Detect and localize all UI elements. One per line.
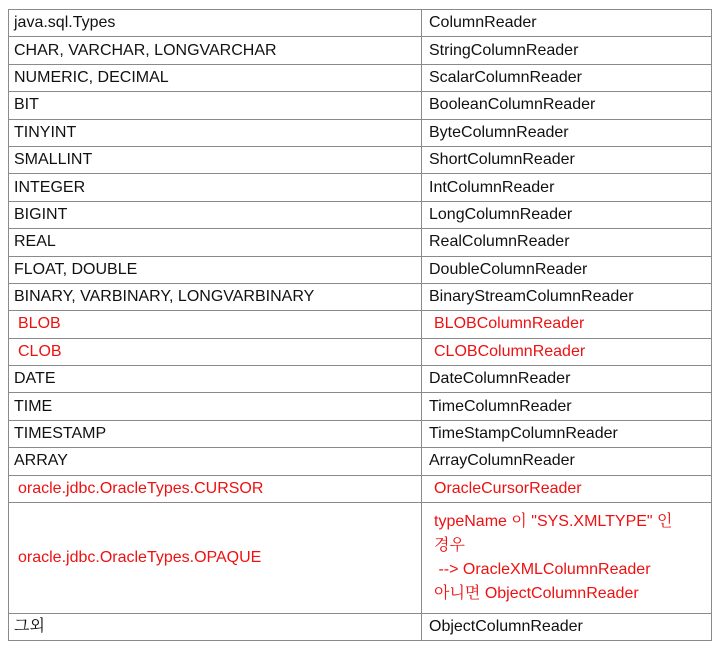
type-cell: BIT bbox=[9, 92, 422, 119]
table-row-highlighted bbox=[9, 503, 712, 614]
reader-cell: BooleanColumnReader bbox=[422, 92, 712, 119]
reader-cell: BinaryStreamColumnReader bbox=[422, 283, 712, 310]
table-row-highlighted bbox=[9, 311, 712, 338]
type-cell: DATE bbox=[9, 366, 422, 393]
type-cell: CLOB bbox=[9, 338, 422, 365]
reader-cell: ObjectColumnReader bbox=[422, 614, 712, 641]
table-row bbox=[9, 92, 712, 119]
reader-cell: TimeStampColumnReader bbox=[422, 420, 712, 447]
table-row bbox=[9, 37, 712, 64]
table-row bbox=[9, 146, 712, 173]
type-cell: CHAR, VARCHAR, LONGVARCHAR bbox=[9, 37, 422, 64]
table-header-row bbox=[9, 10, 712, 37]
reader-cell: ScalarColumnReader bbox=[422, 64, 712, 91]
reader-cell: LongColumnReader bbox=[422, 201, 712, 228]
reader-cell: BLOBColumnReader bbox=[422, 311, 712, 338]
reader-cell: TimeColumnReader bbox=[422, 393, 712, 420]
table-row bbox=[9, 420, 712, 447]
reader-line: --> OracleXMLColumnReader bbox=[434, 561, 651, 579]
header-java-sql-types: java.sql.Types bbox=[9, 10, 422, 37]
table-row bbox=[9, 229, 712, 256]
type-cell: TIME bbox=[9, 393, 422, 420]
reader-cell: DoubleColumnReader bbox=[422, 256, 712, 283]
type-cell: BINARY, VARBINARY, LONGVARBINARY bbox=[9, 283, 422, 310]
reader-cell: StringColumnReader bbox=[422, 37, 712, 64]
reader-cell: DateColumnReader bbox=[422, 366, 712, 393]
type-cell: oracle.jdbc.OracleTypes.CURSOR bbox=[9, 475, 422, 502]
reader-cell: OracleCursorReader bbox=[422, 475, 712, 502]
type-cell: 그외 bbox=[9, 614, 422, 641]
type-cell: oracle.jdbc.OracleTypes.OPAQUE bbox=[9, 503, 422, 614]
reader-cell: ShortColumnReader bbox=[422, 146, 712, 173]
type-cell: TIMESTAMP bbox=[9, 420, 422, 447]
type-mapping-table-container bbox=[8, 9, 712, 641]
table-row-highlighted bbox=[9, 338, 712, 365]
table-row bbox=[9, 256, 712, 283]
reader-cell-multiline bbox=[422, 503, 712, 614]
table-row bbox=[9, 393, 712, 420]
table-row bbox=[9, 174, 712, 201]
type-mapping-table bbox=[8, 9, 712, 641]
type-cell: SMALLINT bbox=[9, 146, 422, 173]
type-cell: REAL bbox=[9, 229, 422, 256]
type-cell: FLOAT, DOUBLE bbox=[9, 256, 422, 283]
table-row bbox=[9, 201, 712, 228]
reader-line: 경우 bbox=[434, 537, 465, 555]
reader-line: typeName 이 "SYS.XMLTYPE" 인 bbox=[434, 513, 673, 531]
table-row bbox=[9, 119, 712, 146]
type-cell: BLOB bbox=[9, 311, 422, 338]
type-cell: NUMERIC, DECIMAL bbox=[9, 64, 422, 91]
table-row bbox=[9, 448, 712, 475]
type-cell: TINYINT bbox=[9, 119, 422, 146]
type-cell: INTEGER bbox=[9, 174, 422, 201]
reader-cell: ByteColumnReader bbox=[422, 119, 712, 146]
reader-cell: ArrayColumnReader bbox=[422, 448, 712, 475]
reader-cell: IntColumnReader bbox=[422, 174, 712, 201]
table-row bbox=[9, 64, 712, 91]
type-cell: ARRAY bbox=[9, 448, 422, 475]
table-row bbox=[9, 283, 712, 310]
table-row bbox=[9, 614, 712, 641]
reader-line: 아니면 ObjectColumnReader bbox=[434, 585, 639, 603]
reader-cell: RealColumnReader bbox=[422, 229, 712, 256]
reader-cell: CLOBColumnReader bbox=[422, 338, 712, 365]
header-column-reader: ColumnReader bbox=[422, 10, 712, 37]
table-row-highlighted bbox=[9, 475, 712, 502]
type-cell: BIGINT bbox=[9, 201, 422, 228]
table-row bbox=[9, 366, 712, 393]
